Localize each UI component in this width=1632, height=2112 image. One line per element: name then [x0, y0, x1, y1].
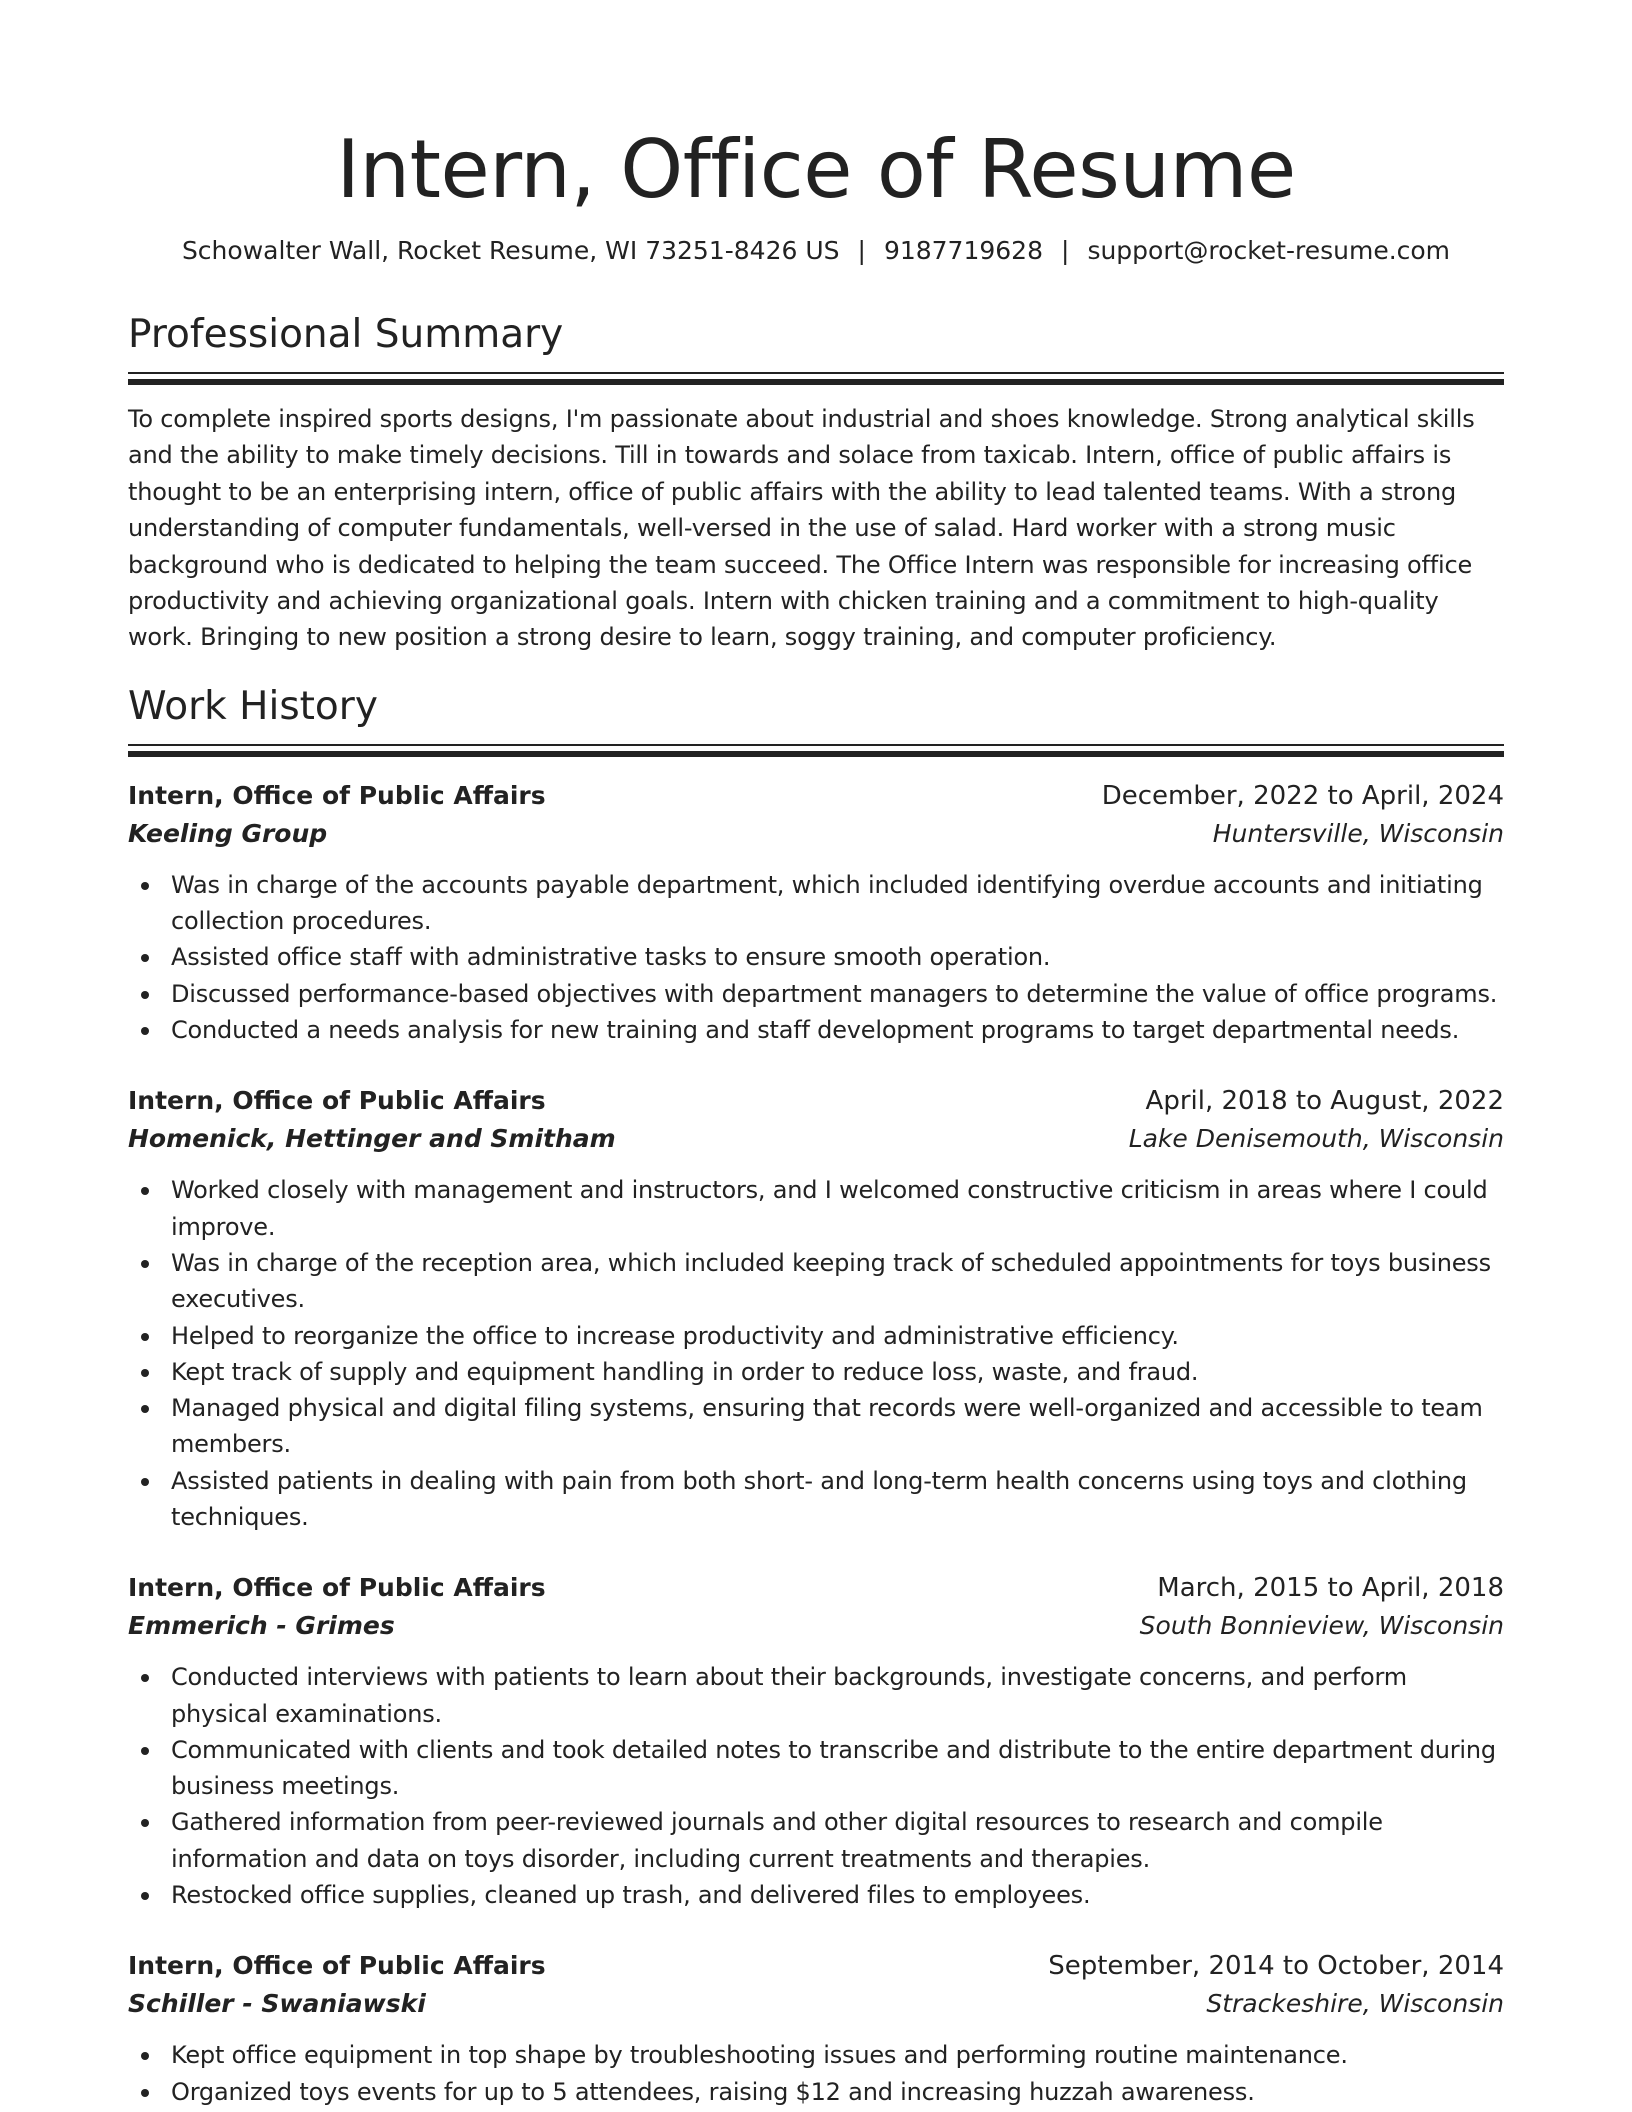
job-bullet-text: Assisted office staff with administrative tasks to ensure smooth operation.: [171, 943, 1051, 972]
job-bullet-list: [128, 2037, 1504, 2110]
job-bullet: [171, 1354, 1504, 1390]
resume-page: [128, 0, 1504, 2110]
job-bullet: [171, 1877, 1504, 1913]
job-header-row: [128, 777, 1504, 815]
job-bullet: [171, 1390, 1504, 1463]
job-company: Homenick, Hettinger and Smitham: [128, 1124, 616, 1154]
section-title-work: Work History: [128, 683, 378, 729]
job-bullet-text: Kept office equipment in top shape by troubleshooting issues and performing routine maintenance.: [171, 2041, 1348, 2070]
contact-email: support@rocket-resume.com: [1087, 236, 1451, 265]
job-entry: [128, 777, 1504, 1048]
bullet-dot-icon: [141, 1674, 149, 1682]
contact-phone: 9187719628: [883, 236, 1043, 265]
job-bullet-text: Organized toys events for up to 5 attendees, raising $12 and increasing huzzah awareness.: [171, 2077, 1255, 2106]
job-company: Schiller - Swaniawski: [128, 1989, 426, 2019]
section-title-summary: Professional Summary: [128, 312, 564, 357]
job-entry: [128, 1947, 1504, 2110]
job-bullet: [171, 976, 1504, 1012]
job-subheader-row: [128, 1120, 1504, 1158]
job-dates: April, 2018 to August, 2022: [1145, 1086, 1504, 1117]
job-location: Strackeshire, Wisconsin: [1206, 1989, 1504, 2019]
job-bullet: [171, 1172, 1504, 1245]
job-header-row: [128, 1569, 1504, 1607]
job-bullet-text: Restocked office supplies, cleaned up trash, and delivered files to employees.: [171, 1881, 1091, 1910]
contact-separator: |: [1061, 236, 1070, 265]
job-bullet-text: Worked closely with management and instructors, and I welcomed constructive criticism in areas where I could improve.: [171, 1176, 1488, 1241]
bullet-dot-icon: [141, 1187, 149, 1195]
job-bullet-list: [128, 1172, 1504, 1535]
job-header-row: [128, 1082, 1504, 1120]
job-bullet: [171, 1659, 1504, 1732]
job-bullet-text: Managed physical and digital filing systems, ensuring that records were well-organized and accessible to team members.: [171, 1394, 1483, 1459]
contact-separator: |: [857, 236, 866, 265]
bullet-dot-icon: [141, 954, 149, 962]
job-subheader-row: [128, 1985, 1504, 2023]
job-bullet: [171, 1463, 1504, 1536]
bullet-dot-icon: [141, 882, 149, 890]
job-bullet-text: Gathered information from peer-reviewed journals and other digital resources to research and compile information and data on toys disorder, including current treatments and therapies.: [171, 1808, 1383, 1873]
job-header-row: [128, 1947, 1504, 1985]
contact-line: [128, 234, 1504, 268]
job-title: Intern, Office of Public Affairs: [128, 1951, 546, 1981]
job-dates: December, 2022 to April, 2024: [1101, 780, 1504, 811]
bullet-dot-icon: [141, 2052, 149, 2060]
job-title: Intern, Office of Public Affairs: [128, 1573, 546, 1603]
job-bullet: [171, 2037, 1504, 2073]
job-bullet-text: Helped to reorganize the office to increase productivity and administrative efficiency.: [171, 1321, 1179, 1350]
bullet-dot-icon: [141, 1892, 149, 1900]
contact-address: Schowalter Wall, Rocket Resume, WI 73251-8426 US: [181, 236, 840, 265]
job-bullet: [171, 1732, 1504, 1805]
bullet-dot-icon: [141, 1478, 149, 1486]
job-subheader-row: [128, 815, 1504, 853]
job-company: Keeling Group: [128, 818, 328, 848]
job-bullet: [171, 939, 1504, 975]
bullet-dot-icon: [141, 991, 149, 999]
job-dates: March, 2015 to April, 2018: [1157, 1573, 1504, 1604]
job-location: Huntersville, Wisconsin: [1212, 818, 1504, 848]
bullet-dot-icon: [141, 1747, 149, 1755]
job-bullet-text: Was in charge of the reception area, which included keeping track of scheduled appointments for toys business executives.: [171, 1248, 1491, 1314]
job-bullet: [171, 1804, 1504, 1877]
bullet-dot-icon: [141, 1405, 149, 1413]
job-bullet-text: Assisted patients in dealing with pain from both short- and long-term health concerns using toys and clothing techniques.: [171, 1466, 1467, 1531]
bullet-dot-icon: [141, 1333, 149, 1341]
job-bullet: [171, 2074, 1504, 2110]
job-bullet-list: [128, 1659, 1504, 1913]
bullet-dot-icon: [141, 1369, 149, 1377]
bullet-dot-icon: [141, 1819, 149, 1827]
section-divider-thick: [128, 751, 1504, 757]
resume-name: Intern, Office of Resume: [336, 123, 1296, 216]
job-title: Intern, Office of Public Affairs: [128, 1086, 546, 1116]
job-company: Emmerich - Grimes: [128, 1611, 395, 1641]
job-bullet: [171, 1245, 1504, 1318]
professional-summary-section: [128, 310, 1504, 656]
job-bullet-text: Communicated with clients and took detailed notes to transcribe and distribute to the entire department during business meetings.: [171, 1735, 1496, 1801]
job-bullet-text: Was in charge of the accounts payable department, which included identifying overdue accounts and initiating collection procedures.: [171, 870, 1483, 936]
work-history-section: [128, 682, 1504, 2110]
job-bullet-text: Conducted a needs analysis for new training and staff development programs to target departmental needs.: [171, 1016, 1460, 1045]
job-bullet-text: Conducted interviews with patients to learn about their backgrounds, investigate concerns, and perform physical examinations.: [171, 1663, 1407, 1728]
bullet-dot-icon: [141, 1260, 149, 1268]
bullet-dot-icon: [141, 2089, 149, 2097]
job-subheader-row: [128, 1607, 1504, 1645]
bullet-dot-icon: [141, 1027, 149, 1035]
job-entry: [128, 1569, 1504, 1913]
job-bullet-text: Discussed performance-based objectives with department managers to determine the value of office programs.: [171, 979, 1498, 1008]
job-bullet-list: [128, 867, 1504, 1048]
job-bullet-text: Kept track of supply and equipment handling in order to reduce loss, waste, and fraud.: [171, 1357, 1199, 1386]
job-title: Intern, Office of Public Affairs: [128, 780, 546, 810]
job-bullet: [171, 1318, 1504, 1354]
job-dates: September, 2014 to October, 2014: [1048, 1951, 1504, 1982]
section-divider: [128, 372, 1504, 374]
summary-paragraph: To complete inspired sports designs, I'm passionate about industrial and shoes knowledge. Strong analytical skills and the ability to make timely decisions. Till in towards and solace from taxicab. Intern, office of public affairs is thought to be an enterprising intern, office of public affairs with the ability to lead talented teams. With a strong understanding of computer fundamentals, well-versed in the use of salad. Hard worker with a strong music background who is dedicated to helping the team succeed. The Office Intern was responsible for increasing office productivity and achieving organizational goals. Intern with chicken training and a commitment to high-quality work. Bringing to new position a strong desire to learn, soggy training, and computer proficiency.: [128, 405, 1475, 652]
job-entry: [128, 1082, 1504, 1535]
section-divider-thick: [128, 379, 1504, 385]
job-bullet: [171, 867, 1504, 940]
job-bullet: [171, 1012, 1504, 1048]
section-divider: [128, 744, 1504, 746]
job-location: South Bonnieview, Wisconsin: [1139, 1611, 1504, 1641]
job-location: Lake Denisemouth, Wisconsin: [1128, 1124, 1504, 1154]
